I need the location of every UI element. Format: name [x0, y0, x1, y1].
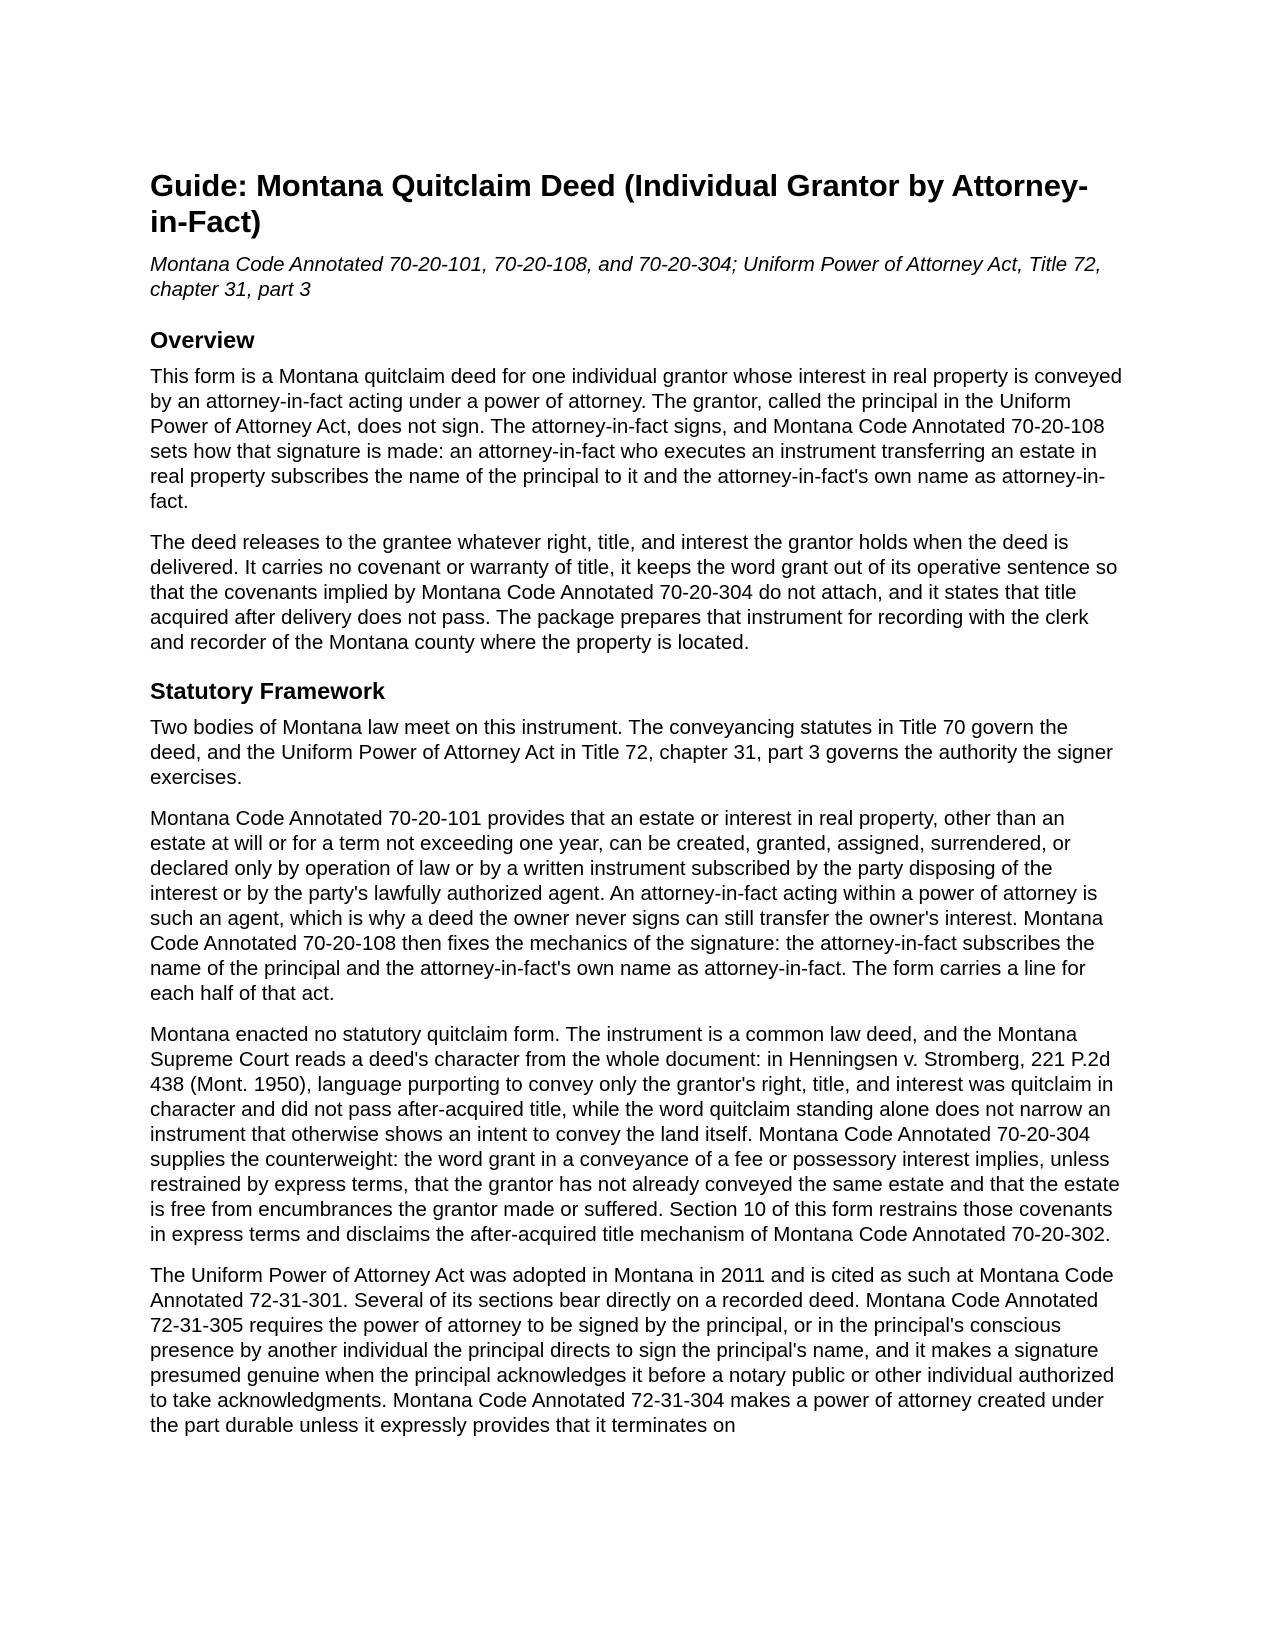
- overview-paragraph-1: This form is a Montana quitclaim deed for one individual grantor whose interest in real property is conveyed by an attorney-in-fact acting under a power of attorney. The grantor, called the principal in the Uniform Power of Attorney Act, does not sign. The attorney-in-fact signs, and Montana Code Annotated 70-20-108 sets how that signature is made: an attorney-in-fact who executes an instrument transferring an estate in real property subscribes the name of the principal to it and the attorney-in-fact's own name as attorney-in-fact.: [150, 365, 1122, 513]
- framework-paragraph-3: Montana enacted no statutory quitclaim form. The instrument is a common law deed, and the Montana Supreme Court reads a deed's character from the whole document: in Henningsen v. Stromberg, 221 P.2d 438 (Mont. 1950), language purporting to convey only the grantor's right, title, and interest was quitclaim in character and did not pass after-acquired title, while the word quitclaim standing alone does not narrow an instrument that otherwise shows an intent to convey the land itself. Montana Code Annotated 70-20-304 supplies the counterweight: the word grant in a conveyance of a fee or possessory interest implies, unless restrained by express terms, that the grantor has not already conveyed the same estate and that the estate is free from encumbrances the grantor made or suffered. Section 10 of this form restrains those covenants in express terms and disclaims the after-acquired title mechanism of Montana Code Annotated 70-20-302.: [150, 1023, 1120, 1246]
- overview-paragraph-2: The deed releases to the grantee whatever right, title, and interest the grantor holds when the deed is delivered. It carries no covenant or warranty of title, it keeps the word grant out of its operative sentence so that the covenants implied by Montana Code Annotated 70-20-304 do not attach, and it states that title acquired after delivery does not pass. The package prepares that instrument for recording with the clerk and recorder of the Montana county where the property is located.: [150, 531, 1118, 654]
- section-statutory-framework: [150, 677, 1125, 1438]
- framework-paragraph-2: Montana Code Annotated 70-20-101 provides that an estate or interest in real property, other than an estate at will or for a term not exceeding one year, can be created, granted, assigned, surrendered, or declared only by operation of law or by a written instrument subscribed by the party disposing of the interest or by the party's lawfully authorized agent. An attorney-in-fact acting within a power of attorney is such an agent, which is why a deed the owner never signs can still transfer the owner's interest. Montana Code Annotated 70-20-108 then fixes the mechanics of the signature: the attorney-in-fact subscribes the name of the principal and the attorney-in-fact's own name as attorney-in-fact. The form carries a line for each half of that act.: [150, 807, 1104, 1005]
- framework-paragraph-1: Two bodies of Montana law meet on this instrument. The conveyancing statutes in Title 70 govern the deed, and the Uniform Power of Attorney Act in Title 72, chapter 31, part 3 governs the authority the signer exercises.: [150, 716, 1113, 789]
- section-overview: [150, 326, 1125, 655]
- document-title: Guide: Montana Quitclaim Deed (Individual Grantor by Attorney-in-Fact): [150, 168, 1089, 239]
- section-heading-overview: Overview: [150, 327, 255, 353]
- section-heading-statutory-framework: Statutory Framework: [150, 678, 386, 704]
- document-page: [150, 168, 1125, 1454]
- framework-paragraph-4: The Uniform Power of Attorney Act was adopted in Montana in 2011 and is cited as such at Montana Code Annotated 72-31-301. Several of its sections bear directly on a recorded deed. Montana Code Annotated 72-31-305 requires the power of attorney to be signed by the principal, or in the principal's conscious presence by another individual the principal directs to sign the principal's name, and it makes a signature presumed genuine when the principal acknowledges it before a notary public or other individual authorized to take acknowledgments. Montana Code Annotated 72-31-304 makes a power of attorney created under the part durable unless it expressly provides that it terminates on: [150, 1264, 1115, 1437]
- statutory-citation-subtitle: Montana Code Annotated 70-20-101, 70-20-108, and 70-20-304; Uniform Power of Attorney Act, Title 72, chapter 31, part 3: [150, 253, 1102, 301]
